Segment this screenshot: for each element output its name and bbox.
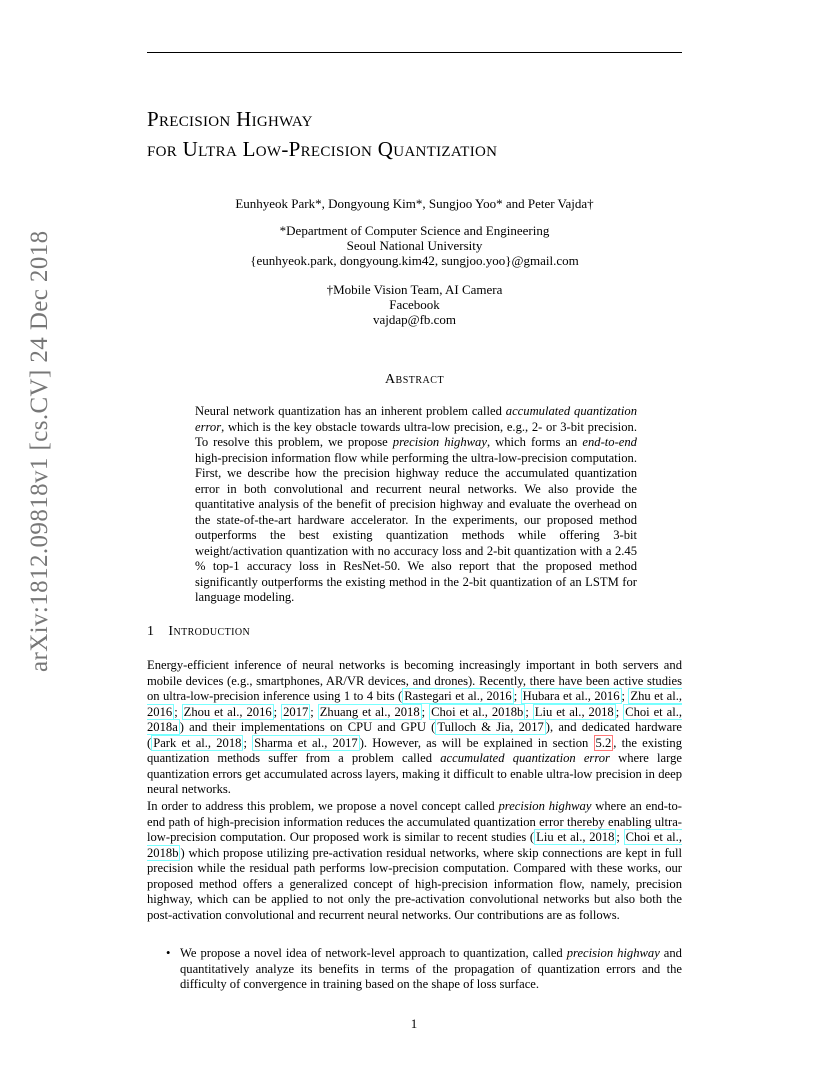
citation-link[interactable]: Tulloch & Jia, 2017: [437, 720, 544, 734]
citation-link[interactable]: Choi et al., 2018b: [147, 830, 682, 860]
abstract-text: high-precision information flow while performing the ultra-low-precision computation. First, we describe how the precision highway reduce the accumulated quantization error in both convolutional and recurrent neural networks. We also provide the quantitative analysis of the benefit of precision highway and evaluate the overhead on the state-of-the-art hardware accelerator. In the experiments, our proposed method outperforms the best existing quantization methods while offering 3-bit weight/activation quantization with no accuracy loss and 2-bit quantization with a 2.45 % top-1 accuracy loss in ResNet-50. We also report that the proposed method significantly outperforms the existing method in the 2-bit quantization of an LSTM for language modeling.: [195, 450, 637, 604]
paragraph-text: ) which propose utilizing pre-activation residual networks, where skip connections are kept in full precision while the residual path performs low-precision computation. Compared with these works, our proposed method offers a generalized concept of high-precision information flow, namely, precision highway, which can be applied to not only the pre-activation convolutional networks but also both the post-activation convolutional and recurrent neural networks. Our contributions are as follows.: [147, 845, 682, 922]
affiliation-email: vajdap@fb.com: [372, 312, 457, 327]
page-number: 1: [410, 1016, 418, 1031]
abstract-text: , which forms an: [486, 435, 583, 449]
citation-link[interactable]: Hubara et al., 2016: [522, 689, 620, 703]
abstract-emphasis: end-to-end: [582, 435, 637, 449]
bullet-emphasis: precision highway: [566, 946, 660, 960]
paragraph-emphasis: precision highway: [498, 799, 592, 813]
affiliation-university: Seoul National University: [346, 238, 483, 253]
paragraph-text: , the existing quantization methods suffer from a problem called: [147, 735, 682, 765]
section-ref-link[interactable]: 5.2: [595, 735, 612, 750]
title-line-2: for Ultra Low-Precision Quantization: [147, 137, 498, 161]
section-heading-introduction: [147, 624, 250, 640]
paragraph-emphasis: accumulated quantization error: [440, 751, 610, 765]
abstract-heading: Abstract: [384, 372, 445, 387]
affiliation-department: *Department of Computer Science and Engineering: [279, 223, 550, 238]
citation-link[interactable]: 2017: [283, 704, 309, 719]
bullet-text: and quantitatively analyze its benefits in terms of the propagation of quantization errors and the difficulty of convergence in training based on the shape of loss surface.: [180, 946, 682, 991]
citation-link[interactable]: Liu et al., 2018: [534, 704, 614, 719]
paragraph-text: where an end-to-end path of high-precision information reduces the accumulated quantization error thereby enabling ultra-low-precision computation. Our proposed work is similar to recent studies (: [147, 799, 682, 844]
title-line-1: Precision Highway: [147, 107, 313, 131]
affiliation-emails: {eunhyeok.park, dongyoung.kim42, sungjoo.yoo}@gmail.com: [250, 253, 579, 268]
top-rule: [147, 52, 682, 53]
citation-link[interactable]: Zhou et al., 2016: [183, 704, 272, 719]
arxiv-identifier: arXiv:1812.09818v1 [cs.CV] 24 Dec 2018: [26, 230, 53, 672]
paragraph-text: ). However, as will be explained in section: [359, 735, 594, 750]
section-title: Introduction: [168, 624, 251, 639]
paragraph-text: ) and their implementations on CPU and GPU (: [179, 720, 436, 734]
paragraph-text: where large quantization errors get accumulated across layers, making it difficult to enable ultra-low precision in deep neural networks.: [147, 751, 682, 796]
citation-link[interactable]: Sharma et al., 2017: [254, 735, 358, 750]
paper-title: [147, 104, 707, 164]
author-list: Eunhyeok Park*, Dongyoung Kim*, Sungjoo Yoo* and Peter Vajda†: [235, 196, 594, 211]
bullet-icon: •: [166, 946, 171, 960]
citation-link[interactable]: Choi et al., 2018b: [431, 704, 524, 719]
intro-paragraph-1: Energy-efficient inference of neural networks is becoming increasingly important in both servers and mobile devices (e.g., smartphones, AR/VR devices, and drones). Recently, there have been active studies on ultra-low-precision inference using 1 to 4 bits ( Rastegari et al., 2016 ; Hubara et al., 2016 ; Zhu et al., 2016 ; Zhou et al., 2016 ; 2017 ; Zhuang et al., 2018 ; Choi et al., 2018b ; Liu et al., 2018 ; Choi et al., 2018a ) and their implementations on CPU and GPU ( Tulloch & Jia, 2017 ), and dedicated hardware ( Park et al., 2018 ; Sharma et al., 2017 ). However, as will be explained in section 5.2 , the existing quantization methods suffer from a problem called accumulated quantization error where large quantization errors get accumulated across layers, making it difficult to enable ultra-low precision in deep neural networks.: [147, 658, 683, 796]
citation-link[interactable]: Park et al., 2018: [153, 735, 242, 750]
section-number: 1: [147, 624, 155, 639]
abstract-text: Neural network quantization has an inherent problem called: [195, 404, 506, 418]
paragraph-text: ), and dedicated hardware (: [147, 720, 682, 750]
affiliation-org: Facebook: [389, 297, 440, 312]
citation-link[interactable]: Choi et al., 2018a: [147, 704, 682, 734]
citation-link[interactable]: Liu et al., 2018: [536, 830, 615, 844]
citation-link[interactable]: Rastegari et al., 2016: [404, 689, 512, 703]
abstract-emphasis: precision highway: [392, 435, 487, 449]
contribution-bullet-1: [166, 946, 682, 993]
abstract-body: [195, 404, 637, 606]
paragraph-text: Energy-efficient inference of neural networks is becoming increasingly important in both servers and mobile devices (e.g., smartphones, AR/VR devices, and drones). Recently, there have been active studies on ultra-low-precision inference using 1 to 4 bits (: [147, 658, 682, 703]
affiliation-snu: [147, 223, 682, 268]
intro-paragraph-2: In order to address this problem, we propose a novel concept called precision highway where an end-to-end path of high-precision information reduces the accumulated quantization error thereby enabling ultra-low-precision computation. Our proposed work is similar to recent studies ( Liu et al., 2018 ; Choi et al., 2018b ) which propose utilizing pre-activation residual networks, where skip connections are kept in full precision while the residual path performs low-precision computation. Compared with these works, our proposed method offers a generalized concept of high-precision information flow, namely, precision highway, which can be applied to not only the pre-activation convolutional networks but also both the post-activation convolutional and recurrent neural networks. Our contributions are as follows.: [147, 799, 682, 922]
affiliation-team: †Mobile Vision Team, AI Camera: [326, 282, 503, 297]
citation-link[interactable]: Zhu et al., 2016: [147, 689, 683, 719]
abstract-text: , which is the key obstacle towards ultra-low precision, e.g., 2- or 3-bit precision. To resolve this problem, we propose: [195, 419, 637, 449]
abstract-emphasis: accumulated quantization error: [195, 404, 637, 434]
bullet-text: We propose a novel idea of network-level approach to quantization, called: [180, 946, 567, 960]
paragraph-text: In order to address this problem, we propose a novel concept called: [147, 799, 499, 813]
citation-link[interactable]: Zhuang et al., 2018: [319, 704, 420, 719]
affiliation-facebook: [147, 282, 682, 327]
